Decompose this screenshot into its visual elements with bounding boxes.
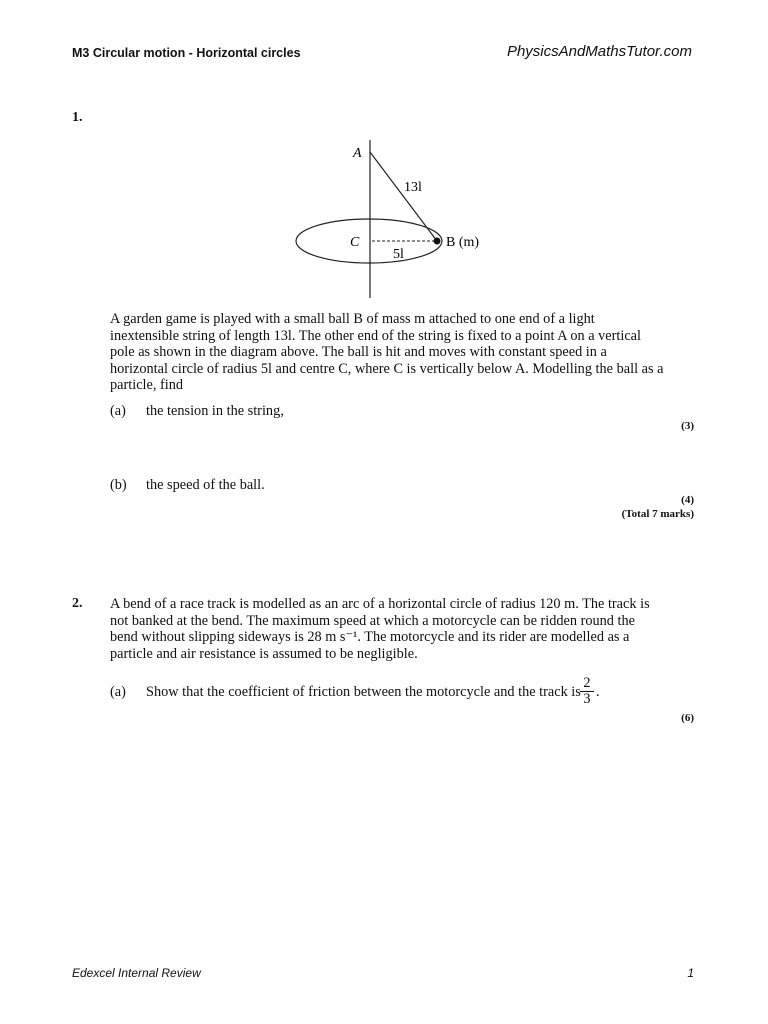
q1-part-b-label: (b) (110, 477, 127, 493)
label-b: B (m) (446, 235, 480, 250)
q2-part-a-label: (a) (110, 684, 126, 700)
q1-part-a-text: the tension in the string, (146, 403, 284, 419)
ball-b-dot (434, 238, 441, 245)
fraction-denominator: 3 (583, 691, 591, 707)
q2-part-a-end: . (596, 684, 600, 700)
q1-part-b-text: the speed of the ball. (146, 477, 265, 493)
q2-part-a-text: Show that the coefficient of friction between the motorcycle and the track is (146, 684, 581, 700)
q1-part-a-label: (a) (110, 403, 126, 419)
q1-line-4: horizontal circle of radius 5l and centre C, where C is vertically below A. Modelling the ball as a (110, 360, 664, 377)
q2-line-4: particle and air resistance is assumed to be negligible. (110, 645, 418, 662)
q1-part-a-marks: (3) (681, 420, 694, 432)
q2-line-1: A bend of a race track is modelled as an arc of a horizontal circle of radius 120 m. The track is (110, 596, 650, 612)
q1-line-3: pole as shown in the diagram above. The ball is hit and moves with constant speed in a (110, 344, 607, 361)
q2-part-a-marks: (6) (681, 712, 694, 724)
q1-total-marks: (Total 7 marks) (621, 508, 694, 520)
q1-part-b-marks: (4) (681, 494, 694, 506)
page-number: 1 (687, 966, 694, 980)
fraction-two-thirds (580, 676, 594, 707)
label-c: C (350, 235, 360, 250)
string-line (370, 152, 437, 241)
footer-source: Edexcel Internal Review (72, 966, 201, 980)
question-2-text (110, 596, 670, 662)
question-1-number: 1. (72, 110, 83, 125)
header-site: PhysicsAndMathsTutor.com (506, 43, 692, 60)
header-title: M3 Circular motion - Horizontal circles (72, 46, 301, 60)
q2-line-3: bend without slipping sideways is 28 m s⁻¹. The motorcycle and its rider are modelled as a (110, 629, 630, 646)
circular-motion-diagram (0, 0, 768, 320)
horizontal-circle (296, 219, 442, 263)
q2-line-2: not banked at the bend. The maximum speed at which a motorcycle can be ridden round the (110, 612, 635, 629)
q1-line-5: particle, find (110, 377, 184, 394)
question-1-text (110, 311, 670, 394)
label-a: A (353, 146, 362, 161)
q1-line-1: A garden game is played with a small ball B of mass m attached to one end of a light (110, 311, 595, 327)
fraction-numerator: 2 (580, 676, 594, 692)
q1-line-2: inextensible string of length 13l. The other end of the string is fixed to a point A on a vertical (110, 327, 641, 344)
label-string: 13l (404, 180, 422, 195)
question-2-number: 2. (72, 596, 83, 611)
label-radius: 5l (393, 247, 404, 262)
